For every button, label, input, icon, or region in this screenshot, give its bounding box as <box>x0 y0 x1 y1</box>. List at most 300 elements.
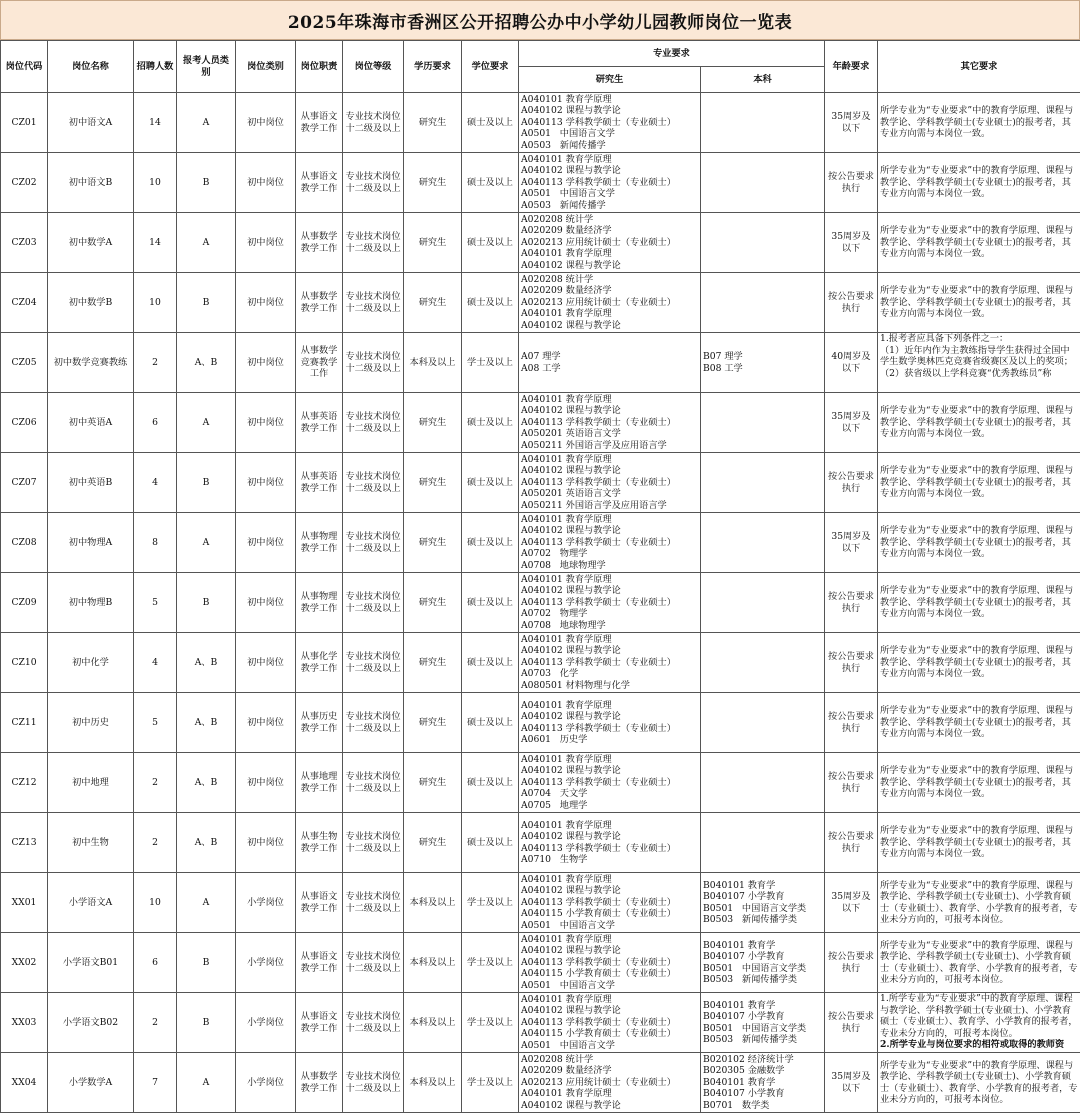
cell-count: 2 <box>134 993 177 1053</box>
major-line: A020208 统计学 <box>521 1053 594 1065</box>
cell-code: CZ04 <box>1 273 48 333</box>
major-line: A040101 教育学原理 <box>521 153 612 165</box>
cell-major-grad <box>519 513 701 573</box>
major-line: A040113 学科教学硕士（专业硕士） <box>521 656 676 668</box>
cell-grade: 专业技术岗位十二级及以上 <box>343 813 404 873</box>
cell-major-under <box>701 273 825 333</box>
cell-name: 初中数学B <box>48 273 134 333</box>
major-line: A0704 天文学 <box>521 788 588 800</box>
major-line: A020209 数量经济学 <box>521 225 612 237</box>
cell-category: B <box>177 153 236 213</box>
major-line: A020213 应用统计硕士（专业硕士） <box>521 296 676 308</box>
major-line: A040113 学科教学硕士（专业硕士） <box>521 722 676 734</box>
cell-age: 按公告要求执行 <box>825 813 878 873</box>
major-line: B040107 小学教育 <box>703 1011 785 1022</box>
cell-age: 35周岁及以下 <box>825 213 878 273</box>
cell-duty: 从事语文教学工作 <box>296 873 343 933</box>
cell-major-grad <box>519 333 701 393</box>
table-row <box>1 933 1080 993</box>
cell-category: A <box>177 93 236 153</box>
cell-duty: 从事数学竞赛教学工作 <box>296 333 343 393</box>
cell-category: A <box>177 213 236 273</box>
major-line: B040101 教育学 <box>703 999 776 1011</box>
major-line: A040102 课程与教学论 <box>521 319 621 331</box>
cell-degree: 学士及以上 <box>462 333 519 393</box>
cell-duty: 从事数学教学工作 <box>296 213 343 273</box>
major-line: A040113 学科教学硕士（专业硕士） <box>521 896 676 908</box>
cell-major-under <box>701 213 825 273</box>
cell-grade: 专业技术岗位十二级及以上 <box>343 453 404 513</box>
cell-major-grad <box>519 753 701 813</box>
header-type: 岗位类别 <box>236 41 296 93</box>
cell-edu: 研究生 <box>404 273 462 333</box>
cell-major-under <box>701 633 825 693</box>
table-row <box>1 93 1080 153</box>
cell-code: XX02 <box>1 933 48 993</box>
major-line: B040107 小学教育 <box>703 951 785 962</box>
table-row <box>1 813 1080 873</box>
other-text: 所学专业为“专业要求”中的教育学原理、课程与教学论、学科教学硕士(专业硕士)、小学教育硕士（专业硕士）、教育学、小学教育的报考者，专业未分方向的，可报考本岗位。 <box>880 879 1078 925</box>
cell-degree: 硕士及以上 <box>462 393 519 453</box>
major-line: B0503 新闻传播学类 <box>703 914 798 925</box>
cell-age: 35周岁及以下 <box>825 393 878 453</box>
cell-age: 35周岁及以下 <box>825 873 878 933</box>
major-line: A040101 教育学原理 <box>521 308 612 320</box>
major-line: A040115 小学教育硕士（专业硕士） <box>521 1028 676 1040</box>
cell-other <box>878 573 1080 633</box>
major-line: A040101 教育学原理 <box>521 248 612 260</box>
major-line: B020102 经济统计学 <box>703 1053 794 1065</box>
cell-category: A、B <box>177 693 236 753</box>
cell-degree: 硕士及以上 <box>462 573 519 633</box>
major-line: A050211 外国语言学及应用语言学 <box>521 499 667 511</box>
major-line: A0708 地球物理学 <box>521 559 606 571</box>
major-line: A0702 物理学 <box>521 608 588 620</box>
other-text-bold: 2.所学专业与岗位要求的相符或取得的教师资 <box>880 1039 1065 1050</box>
cell-category: A <box>177 1053 236 1113</box>
cell-grade: 专业技术岗位十二级及以上 <box>343 153 404 213</box>
cell-name: 初中语文B <box>48 153 134 213</box>
major-line: A040115 小学教育硕士（专业硕士） <box>521 908 676 920</box>
other-text: 所学专业为“专业要求”中的教育学原理、课程与教学论、学科教学硕士(专业硕士)的报考者，其专业方向需与本岗位一致。 <box>880 225 1074 260</box>
cell-age: 按公告要求执行 <box>825 273 878 333</box>
cell-code: XX03 <box>1 993 48 1053</box>
major-line: B020305 金融数学 <box>703 1065 785 1077</box>
cell-name: 初中数学A <box>48 213 134 273</box>
major-line: A040113 学科教学硕士（专业硕士） <box>521 176 676 188</box>
major-line: B040101 教育学 <box>703 1076 776 1088</box>
cell-edu: 研究生 <box>404 513 462 573</box>
cell-major-under <box>701 693 825 753</box>
major-line: A020208 统计学 <box>521 273 594 285</box>
cell-type: 初中岗位 <box>236 753 296 813</box>
cell-code: CZ08 <box>1 513 48 573</box>
major-line: A040102 课程与教学论 <box>521 525 621 537</box>
cell-duty: 从事英语教学工作 <box>296 453 343 513</box>
header-grad: 研究生 <box>519 67 701 93</box>
cell-major-grad <box>519 933 701 993</box>
cell-age: 按公告要求执行 <box>825 993 878 1053</box>
other-text: 所学专业为“专业要求”中的教育学原理、课程与教学论、学科教学硕士(专业硕士)、小学教育硕士（专业硕士）、教育学、小学教育的报考者，专业未分方向的，可报考本岗位。 <box>880 1059 1078 1105</box>
major-line: A040101 教育学原理 <box>521 573 612 585</box>
cell-edu: 研究生 <box>404 693 462 753</box>
cell-type: 初中岗位 <box>236 813 296 873</box>
major-line: A020213 应用统计硕士（专业硕士） <box>521 236 676 248</box>
cell-other <box>878 513 1080 573</box>
cell-duty: 从事数学教学工作 <box>296 273 343 333</box>
header-code: 岗位代码 <box>1 41 48 93</box>
cell-major-grad <box>519 1053 701 1113</box>
cell-name: 初中化学 <box>48 633 134 693</box>
cell-grade: 专业技术岗位十二级及以上 <box>343 513 404 573</box>
cell-duty: 从事英语教学工作 <box>296 393 343 453</box>
table-row <box>1 993 1080 1053</box>
cell-degree: 硕士及以上 <box>462 273 519 333</box>
cell-age: 按公告要求执行 <box>825 633 878 693</box>
other-text: 所学专业为“专业要求”中的教育学原理、课程与教学论、学科教学硕士(专业硕士)的报考者，其专业方向需与本岗位一致。 <box>880 645 1074 680</box>
major-line: A040101 教育学原理 <box>521 93 612 105</box>
cell-duty: 从事语文教学工作 <box>296 153 343 213</box>
cell-other <box>878 333 1080 393</box>
cell-age: 35周岁及以下 <box>825 513 878 573</box>
cell-degree: 硕士及以上 <box>462 693 519 753</box>
cell-category: B <box>177 933 236 993</box>
cell-major-grad <box>519 93 701 153</box>
cell-category: A、B <box>177 753 236 813</box>
cell-grade: 专业技术岗位十二级及以上 <box>343 213 404 273</box>
cell-other <box>878 1053 1080 1113</box>
table-row <box>1 633 1080 693</box>
cell-grade: 专业技术岗位十二级及以上 <box>343 873 404 933</box>
major-line: A0710 生物学 <box>521 854 588 865</box>
cell-name: 小学语文A <box>48 873 134 933</box>
other-text: 1.所学专业为“专业要求”中的教育学原理、课程与教学论、学科教学硕士(专业硕士)、小学教育硕士（专业硕士）、教育学、小学教育的报考者，专业未分方向的，可报考本岗位。 <box>880 993 1078 1039</box>
major-line: A040102 课程与教学论 <box>521 465 621 477</box>
cell-edu: 研究生 <box>404 213 462 273</box>
major-line: A0501 中国语言文学 <box>521 979 615 991</box>
major-line: A040113 学科教学硕士（专业硕士） <box>521 1016 676 1028</box>
major-line: A0708 地球物理学 <box>521 619 606 631</box>
cell-count: 10 <box>134 873 177 933</box>
major-line: A040113 学科教学硕士（专业硕士） <box>521 776 676 788</box>
cell-count: 4 <box>134 453 177 513</box>
cell-edu: 研究生 <box>404 93 462 153</box>
major-line: A040101 教育学原理 <box>521 933 612 945</box>
major-line: A040113 学科教学硕士（专业硕士） <box>521 956 676 968</box>
cell-major-under <box>701 153 825 213</box>
cell-name: 小学语文B02 <box>48 993 134 1053</box>
cell-name: 初中物理B <box>48 573 134 633</box>
cell-type: 小学岗位 <box>236 993 296 1053</box>
header-edu: 学历要求 <box>404 41 462 93</box>
other-text: （1）近年内作为主教练指导学生获得过全国中学生数学奥林匹克竞赛省级赛区及以上的奖项； <box>880 344 1073 367</box>
cell-category: B <box>177 993 236 1053</box>
cell-other <box>878 873 1080 933</box>
cell-major-under <box>701 573 825 633</box>
major-line: A0703 化学 <box>521 668 579 680</box>
major-line: A040102 课程与教学论 <box>521 831 621 842</box>
major-line: A050211 外国语言学及应用语言学 <box>521 439 667 451</box>
cell-degree: 硕士及以上 <box>462 753 519 813</box>
major-line: A0501 中国语言文学 <box>521 1039 615 1051</box>
major-line: A040102 课程与教学论 <box>521 585 621 597</box>
cell-count: 5 <box>134 573 177 633</box>
cell-type: 初中岗位 <box>236 513 296 573</box>
cell-category: A <box>177 393 236 453</box>
cell-name: 初中物理A <box>48 513 134 573</box>
cell-name: 小学数学A <box>48 1053 134 1113</box>
cell-degree: 硕士及以上 <box>462 93 519 153</box>
table-row <box>1 573 1080 633</box>
cell-edu: 本科及以上 <box>404 873 462 933</box>
cell-degree: 硕士及以上 <box>462 453 519 513</box>
table-row <box>1 333 1080 393</box>
cell-duty: 从事物理教学工作 <box>296 573 343 633</box>
other-text: 所学专业为“专业要求”中的教育学原理、课程与教学论、学科教学硕士(专业硕士)的报考者，其专业方向需与本岗位一致。 <box>880 705 1074 740</box>
cell-count: 6 <box>134 393 177 453</box>
cell-major-under <box>701 513 825 573</box>
cell-grade: 专业技术岗位十二级及以上 <box>343 573 404 633</box>
cell-degree: 学士及以上 <box>462 993 519 1053</box>
cell-count: 2 <box>134 753 177 813</box>
major-line: A040101 教育学原理 <box>521 993 612 1005</box>
header-grade: 岗位等级 <box>343 41 404 93</box>
cell-edu: 研究生 <box>404 153 462 213</box>
major-line: A040101 教育学原理 <box>521 699 612 711</box>
cell-age: 35周岁及以下 <box>825 1053 878 1113</box>
cell-major-under <box>701 453 825 513</box>
cell-code: CZ01 <box>1 93 48 153</box>
cell-major-grad <box>519 873 701 933</box>
major-line: A040101 教育学原理 <box>521 819 612 831</box>
major-line: B040107 小学教育 <box>703 891 785 902</box>
cell-other <box>878 93 1080 153</box>
major-line: A040115 小学教育硕士（专业硕士） <box>521 968 676 980</box>
cell-grade: 专业技术岗位十二级及以上 <box>343 633 404 693</box>
major-line: A040102 课程与教学论 <box>521 165 621 177</box>
cell-grade: 专业技术岗位十二级及以上 <box>343 753 404 813</box>
cell-major-under <box>701 873 825 933</box>
table-row <box>1 213 1080 273</box>
major-line: A0503 新闻传播学 <box>521 199 606 211</box>
major-line: A040102 课程与教学论 <box>521 765 621 777</box>
major-line: A040101 教育学原理 <box>521 393 612 405</box>
cell-type: 初中岗位 <box>236 453 296 513</box>
header-other: 其它要求 <box>878 41 1080 93</box>
cell-edu: 研究生 <box>404 813 462 873</box>
cell-other <box>878 933 1080 993</box>
cell-major-grad <box>519 273 701 333</box>
cell-major-grad <box>519 153 701 213</box>
major-line: B0501 中国语言文学类 <box>703 962 807 974</box>
cell-code: CZ10 <box>1 633 48 693</box>
cell-count: 4 <box>134 633 177 693</box>
major-line: B0501 中国语言文学类 <box>703 902 807 914</box>
cell-grade: 专业技术岗位十二级及以上 <box>343 993 404 1053</box>
cell-other <box>878 453 1080 513</box>
major-line: A040102 课程与教学论 <box>521 105 621 117</box>
other-text: 1.报考者应具备下列条件之一： <box>880 333 1009 344</box>
cell-category: A、B <box>177 633 236 693</box>
table-row <box>1 1053 1080 1113</box>
cell-code: CZ06 <box>1 393 48 453</box>
major-line: A040102 课程与教学论 <box>521 885 621 897</box>
cell-count: 5 <box>134 693 177 753</box>
header-age: 年龄要求 <box>825 41 878 93</box>
other-text: 所学专业为“专业要求”中的教育学原理、课程与教学论、学科教学硕士(专业硕士)的报考者，其专业方向需与本岗位一致。 <box>880 465 1074 500</box>
cell-name: 初中生物 <box>48 813 134 873</box>
cell-major-under <box>701 753 825 813</box>
cell-edu: 研究生 <box>404 753 462 813</box>
cell-type: 小学岗位 <box>236 873 296 933</box>
cell-degree: 硕士及以上 <box>462 633 519 693</box>
table-row <box>1 453 1080 513</box>
header-degree: 学位要求 <box>462 41 519 93</box>
table-row <box>1 513 1080 573</box>
major-line: A050201 英语语言文学 <box>521 488 621 500</box>
cell-category: B <box>177 453 236 513</box>
cell-name: 初中英语A <box>48 393 134 453</box>
other-text: 所学专业为“专业要求”中的教育学原理、课程与教学论、学科教学硕士(专业硕士)、小学教育硕士（专业硕士）、教育学、小学教育的报考者，专业未分方向的，可报考本岗位。 <box>880 939 1078 985</box>
other-text: 所学专业为“专业要求”中的教育学原理、课程与教学论、学科教学硕士(专业硕士)的报考者，其专业方向需与本岗位一致。 <box>880 585 1074 620</box>
major-line: A040102 课程与教学论 <box>521 259 621 271</box>
cell-count: 8 <box>134 513 177 573</box>
table-row <box>1 273 1080 333</box>
cell-edu: 本科及以上 <box>404 993 462 1053</box>
major-line: A040101 教育学原理 <box>521 633 612 645</box>
cell-count: 14 <box>134 93 177 153</box>
major-line: A040101 教育学原理 <box>521 753 612 765</box>
cell-major-grad <box>519 813 701 873</box>
header-count: 招聘人数 <box>134 41 177 93</box>
major-line: B040107 小学教育 <box>703 1088 785 1100</box>
cell-major-under <box>701 813 825 873</box>
major-line: A040101 教育学原理 <box>521 873 612 885</box>
major-line: B08 工学 <box>703 362 743 374</box>
cell-type: 初中岗位 <box>236 693 296 753</box>
cell-edu: 研究生 <box>404 633 462 693</box>
cell-grade: 专业技术岗位十二级及以上 <box>343 273 404 333</box>
cell-duty: 从事历史教学工作 <box>296 693 343 753</box>
major-line: B040101 教育学 <box>703 939 776 951</box>
cell-code: XX04 <box>1 1053 48 1113</box>
cell-edu: 研究生 <box>404 453 462 513</box>
cell-name: 初中英语B <box>48 453 134 513</box>
major-line: A040102 课程与教学论 <box>521 645 621 657</box>
cell-major-grad <box>519 213 701 273</box>
cell-other <box>878 693 1080 753</box>
major-line: A040113 学科教学硕士（专业硕士） <box>521 536 676 548</box>
other-text: 所学专业为“专业要求”中的教育学原理、课程与教学论、学科教学硕士(专业硕士)的报考者，其专业方向需与本岗位一致。 <box>880 405 1074 440</box>
major-line: A040101 教育学原理 <box>521 1088 612 1100</box>
cell-count: 2 <box>134 333 177 393</box>
cell-major-under <box>701 93 825 153</box>
table-row <box>1 753 1080 813</box>
cell-type: 初中岗位 <box>236 573 296 633</box>
cell-type: 小学岗位 <box>236 933 296 993</box>
other-text: 所学专业为“专业要求”中的教育学原理、课程与教学论、学科教学硕士(专业硕士)的报考者，其专业方向需与本岗位一致。 <box>880 165 1074 200</box>
cell-age: 按公告要求执行 <box>825 933 878 993</box>
cell-major-under <box>701 393 825 453</box>
other-text: 所学专业为“专业要求”中的教育学原理、课程与教学论、学科教学硕士(专业硕士)的报考者，其专业方向需与本岗位一致。 <box>880 525 1074 560</box>
major-line: B0503 新闻传播学类 <box>703 974 798 985</box>
cell-category: A <box>177 513 236 573</box>
major-line: A040113 学科教学硕士（专业硕士） <box>521 842 676 854</box>
major-line: A040113 学科教学硕士（专业硕士） <box>521 476 676 488</box>
cell-category: B <box>177 573 236 633</box>
page-title: 2025年珠海市香洲区公开招聘公办中小学幼儿园教师岗位一览表 <box>0 0 1080 40</box>
cell-grade: 专业技术岗位十二级及以上 <box>343 1053 404 1113</box>
cell-category: A、B <box>177 813 236 873</box>
cell-count: 6 <box>134 933 177 993</box>
cell-type: 初中岗位 <box>236 93 296 153</box>
major-line: A0601 历史学 <box>521 734 588 745</box>
cell-major-grad <box>519 393 701 453</box>
other-text: 所学专业为“专业要求”中的教育学原理、课程与教学论、学科教学硕士(专业硕士)的报考者，其专业方向需与本岗位一致。 <box>880 765 1074 800</box>
cell-major-grad <box>519 573 701 633</box>
major-line: B07 理学 <box>703 351 743 362</box>
cell-other <box>878 213 1080 273</box>
major-line: A0501 中国语言文学 <box>521 128 615 140</box>
cell-major-grad <box>519 453 701 513</box>
cell-edu: 本科及以上 <box>404 933 462 993</box>
major-line: A07 理学 <box>521 351 561 362</box>
other-text: 所学专业为“专业要求”中的教育学原理、课程与教学论、学科教学硕士(专业硕士)的报考者，其专业方向需与本岗位一致。 <box>880 285 1074 320</box>
major-line: A080501 材料物理与化学 <box>521 679 630 691</box>
table-row <box>1 153 1080 213</box>
cell-type: 初中岗位 <box>236 153 296 213</box>
cell-edu: 研究生 <box>404 573 462 633</box>
cell-major-under <box>701 993 825 1053</box>
cell-grade: 专业技术岗位十二级及以上 <box>343 693 404 753</box>
cell-code: CZ12 <box>1 753 48 813</box>
cell-edu: 本科及以上 <box>404 333 462 393</box>
cell-count: 2 <box>134 813 177 873</box>
major-line: A0702 物理学 <box>521 548 588 560</box>
cell-category: A、B <box>177 333 236 393</box>
major-line: A040102 课程与教学论 <box>521 1099 621 1111</box>
cell-duty: 从事数学教学工作 <box>296 1053 343 1113</box>
cell-name: 初中语文A <box>48 93 134 153</box>
cell-other <box>878 813 1080 873</box>
major-line: A040102 课程与教学论 <box>521 711 621 722</box>
major-line: A0501 中国语言文学 <box>521 919 615 931</box>
other-text: 所学专业为“专业要求”中的教育学原理、课程与教学论、学科教学硕士(专业硕士)的报考者，其专业方向需与本岗位一致。 <box>880 105 1074 140</box>
major-line: A0705 地理学 <box>521 799 588 811</box>
major-line: B040101 教育学 <box>703 879 776 891</box>
cell-major-under <box>701 333 825 393</box>
cell-code: XX01 <box>1 873 48 933</box>
cell-edu: 本科及以上 <box>404 1053 462 1113</box>
table-row <box>1 873 1080 933</box>
cell-duty: 从事语文教学工作 <box>296 933 343 993</box>
cell-grade: 专业技术岗位十二级及以上 <box>343 933 404 993</box>
cell-age: 按公告要求执行 <box>825 453 878 513</box>
cell-degree: 硕士及以上 <box>462 513 519 573</box>
cell-count: 10 <box>134 273 177 333</box>
table-row <box>1 693 1080 753</box>
table-row <box>1 393 1080 453</box>
cell-type: 初中岗位 <box>236 333 296 393</box>
cell-degree: 学士及以上 <box>462 933 519 993</box>
cell-age: 40周岁及以下 <box>825 333 878 393</box>
header-name: 岗位名称 <box>48 41 134 93</box>
cell-name: 初中数学竞赛教练 <box>48 333 134 393</box>
cell-type: 初中岗位 <box>236 273 296 333</box>
major-line: A040101 教育学原理 <box>521 513 612 525</box>
major-line: A040113 学科教学硕士（专业硕士） <box>521 416 676 428</box>
cell-duty: 从事地理教学工作 <box>296 753 343 813</box>
